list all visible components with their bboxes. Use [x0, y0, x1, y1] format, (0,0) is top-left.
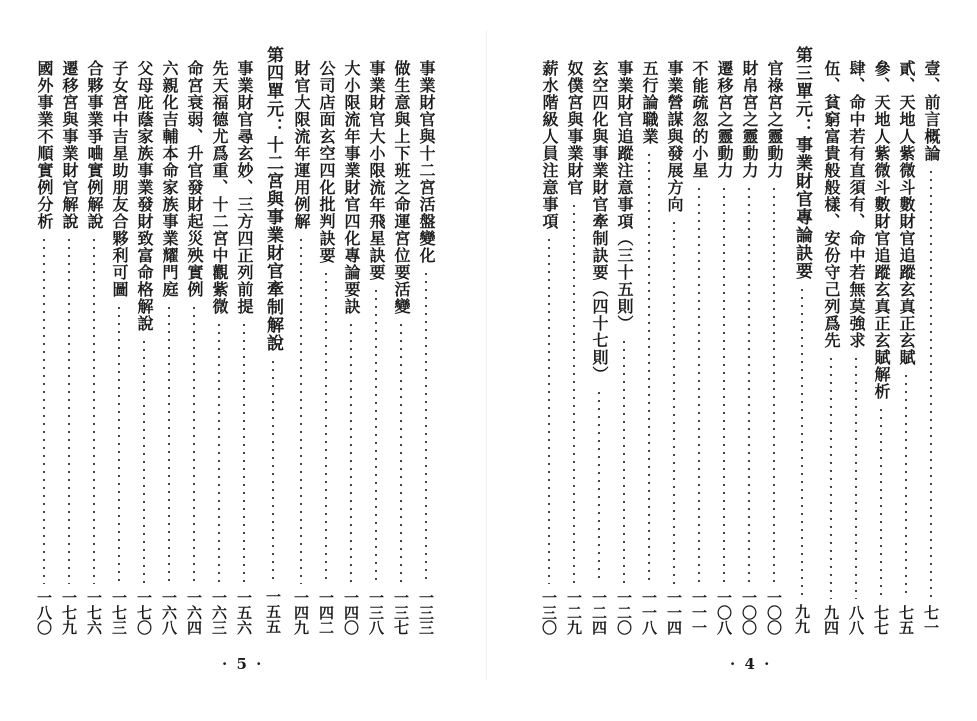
toc-entry-title: 遷移宮與事業財官解說 — [60, 60, 79, 230]
toc-entry-title: 肆、命中若有直須有、命中若無莫強求 — [847, 60, 866, 349]
toc-section-heading[interactable] — [263, 46, 283, 634]
toc-entry-title: 事業財官與十二宮活盤變化 — [417, 60, 436, 264]
toc-entry[interactable] — [614, 60, 634, 635]
dot-leader — [350, 321, 352, 584]
toc-entry[interactable] — [366, 60, 386, 635]
dot-leader — [573, 202, 575, 584]
toc-entry[interactable] — [159, 60, 179, 635]
dot-leader — [118, 304, 120, 584]
toc-entry-title: 奴僕宮與事業財官 — [565, 60, 584, 196]
dot-leader — [623, 338, 625, 584]
toc-entry-title: 合夥事業爭㖆實例解說 — [85, 60, 104, 230]
dot-leader — [243, 321, 245, 584]
toc-entry-page: 一三〇 — [540, 590, 558, 635]
toc-entry-title: 命宮衰弱、升官發財起災殃實例 — [185, 60, 204, 298]
toc-entry[interactable] — [59, 60, 79, 635]
toc-entry[interactable] — [316, 60, 336, 635]
toc-entry-title: 事業財官大小限流年飛星訣要 — [367, 60, 386, 281]
toc-entry-title: 做生意與上下班之命運宮位要活變 — [392, 60, 411, 315]
dot-leader — [748, 185, 750, 584]
toc-entry[interactable] — [84, 60, 104, 635]
dot-leader — [598, 389, 600, 584]
toc-entry-title: 參、天地人紫微斗數財官追蹤玄真正玄賦解析 — [872, 60, 891, 400]
toc-entry-title: 事業財官尋玄妙、三方四正列前提 — [235, 60, 254, 315]
dot-leader — [830, 355, 832, 599]
dot-leader — [300, 236, 302, 584]
toc-entry[interactable] — [109, 60, 129, 635]
dot-leader — [698, 185, 700, 584]
toc-entry[interactable] — [416, 60, 436, 635]
toc-entry-page: 一八〇 — [35, 590, 53, 635]
dot-leader — [400, 321, 402, 584]
dot-leader — [548, 236, 550, 584]
toc-entry[interactable] — [564, 60, 584, 635]
toc-entry-page: 一〇〇 — [765, 590, 783, 635]
toc-entry[interactable] — [821, 60, 841, 635]
toc-entry[interactable] — [391, 60, 411, 635]
dot-leader — [168, 304, 170, 584]
toc-entry-title: 事業財官追蹤注意事項（三十五則） — [615, 60, 634, 332]
toc-entry-title: 不能疏忽的小星 — [690, 60, 709, 179]
toc-entry-page: 一三八 — [367, 590, 385, 635]
toc-entry-page: 一七三 — [110, 590, 128, 635]
toc-entry-page: 一六三 — [210, 590, 228, 635]
toc-entry-title: 公司店面玄空四化批判訣要 — [317, 60, 336, 264]
toc-entry-page: 一〇八 — [715, 590, 733, 635]
toc-section-heading[interactable] — [792, 46, 812, 634]
toc-entry-title: 父母庇蔭家族事業發財致富命格解說 — [135, 60, 154, 332]
toc-entry[interactable] — [291, 60, 311, 635]
dot-leader — [773, 185, 775, 584]
toc-entry-page: 一六四 — [185, 590, 203, 635]
toc-entry[interactable] — [664, 60, 684, 635]
toc-entry-title: 先天福德尤爲重、十二宮中觀紫微 — [210, 60, 229, 315]
toc-entry-page: 一七九 — [60, 590, 78, 635]
toc-entry-title: 五行論職業 — [640, 60, 659, 145]
toc-entry-page: 八八 — [847, 605, 865, 635]
dot-leader — [43, 236, 45, 584]
toc-entry-title: 大小限流年事業財官四化專論要訣 — [342, 60, 361, 315]
toc-entry[interactable] — [639, 60, 659, 635]
toc-entry-page: 一五五 — [264, 589, 282, 634]
toc-entry-title: 貳、天地人紫微斗數財官追蹤玄真正玄賦 — [897, 60, 916, 366]
toc-page-right — [488, 0, 977, 721]
toc-entry[interactable] — [871, 60, 891, 635]
toc-entry-page: 一三三 — [417, 590, 435, 635]
toc-entry-title: 玄空四化與事業財官牽制訣要（四十七則） — [590, 60, 609, 383]
toc-entry[interactable] — [846, 60, 866, 635]
toc-entry-page: 一七六 — [85, 590, 103, 635]
dot-leader — [425, 270, 427, 584]
toc-entry-page: 一二四 — [590, 590, 608, 635]
toc-entry-page: 一一八 — [640, 590, 658, 635]
dot-leader — [218, 321, 220, 584]
toc-entry-page: 一六八 — [160, 590, 178, 635]
toc-entry-page: 一一四 — [665, 590, 683, 635]
toc-entry-title: 國外事業不順實例分析 — [35, 60, 54, 230]
toc-entry-page: 一一一 — [690, 590, 708, 635]
toc-entry-page: 七七 — [872, 605, 890, 635]
toc-entry[interactable] — [184, 60, 204, 635]
toc-entry[interactable] — [896, 60, 916, 635]
toc-entry-page: 九九 — [793, 604, 811, 634]
toc-entry[interactable] — [134, 60, 154, 635]
toc-entry[interactable] — [209, 60, 229, 635]
toc-entry-page: 一七〇 — [135, 590, 153, 635]
toc-entry-title: 壹、前言概論 — [922, 60, 941, 162]
dot-leader — [375, 287, 377, 584]
toc-entry[interactable] — [589, 60, 609, 635]
toc-entry[interactable] — [234, 60, 254, 635]
toc-entry-page: 一三七 — [392, 590, 410, 635]
toc-entry-page: 一四九 — [292, 590, 310, 635]
dot-leader — [193, 304, 195, 584]
toc-entry[interactable] — [689, 60, 709, 635]
dot-leader — [272, 358, 274, 583]
toc-entry-title: 遷移宮之靈動力 — [715, 60, 734, 179]
dot-leader — [68, 236, 70, 584]
toc-entry-title: 薪水階級人員注意事項 — [540, 60, 559, 230]
toc-entry-page: 七五 — [897, 605, 915, 635]
dot-leader — [930, 168, 932, 599]
page-number: · 4 · — [730, 655, 772, 673]
toc-entry[interactable] — [921, 60, 941, 635]
toc-entry[interactable] — [739, 60, 759, 635]
toc-entry-title: 伍、貧窮富貴般般樣、安份守己列爲先 — [822, 60, 841, 349]
toc-entry-page: 一二〇 — [615, 590, 633, 635]
toc-entry-page: 九四 — [822, 605, 840, 635]
toc-entry[interactable] — [341, 60, 361, 635]
toc-entry[interactable] — [764, 60, 784, 635]
toc-entry-page: 一四二 — [317, 590, 335, 635]
toc-entry-title: 財官大限流年運用例解 — [292, 60, 311, 230]
toc-entry-title: 第四單元：十二宮與事業財官牽制解說 — [263, 46, 283, 352]
toc-page-left — [0, 0, 488, 721]
toc-entry-page: 七一 — [922, 605, 940, 635]
dot-leader — [880, 406, 882, 599]
page-number: · 5 · — [222, 655, 264, 673]
toc-entry[interactable] — [539, 60, 559, 635]
toc-entry-page: 一二九 — [565, 590, 583, 635]
toc-entry-page: 一四〇 — [342, 590, 360, 635]
toc-entry-title: 六親化吉輔本命家族事業耀門庭 — [160, 60, 179, 298]
toc-entry-title: 財帛宮之靈動力 — [740, 60, 759, 179]
dot-leader — [93, 236, 95, 584]
dot-leader — [648, 151, 650, 584]
toc-entry-title: 子女宮中吉星助朋友合夥利可圖 — [110, 60, 129, 298]
dot-leader — [673, 219, 675, 584]
dot-leader — [325, 270, 327, 584]
toc-entry-title: 第三單元：事業財官專論訣要 — [792, 46, 812, 280]
dot-leader — [905, 372, 907, 599]
toc-entry-page: 一五六 — [235, 590, 253, 635]
toc-entry-page: 一〇〇 — [740, 590, 758, 635]
toc-entry[interactable] — [714, 60, 734, 635]
toc-entry-title: 事業營謀與發展方向 — [665, 60, 684, 213]
dot-leader — [143, 338, 145, 584]
dot-leader — [801, 286, 803, 598]
toc-entry-title: 官祿宮之靈動力 — [765, 60, 784, 179]
toc-entry[interactable] — [34, 60, 54, 635]
dot-leader — [855, 355, 857, 599]
dot-leader — [723, 185, 725, 584]
